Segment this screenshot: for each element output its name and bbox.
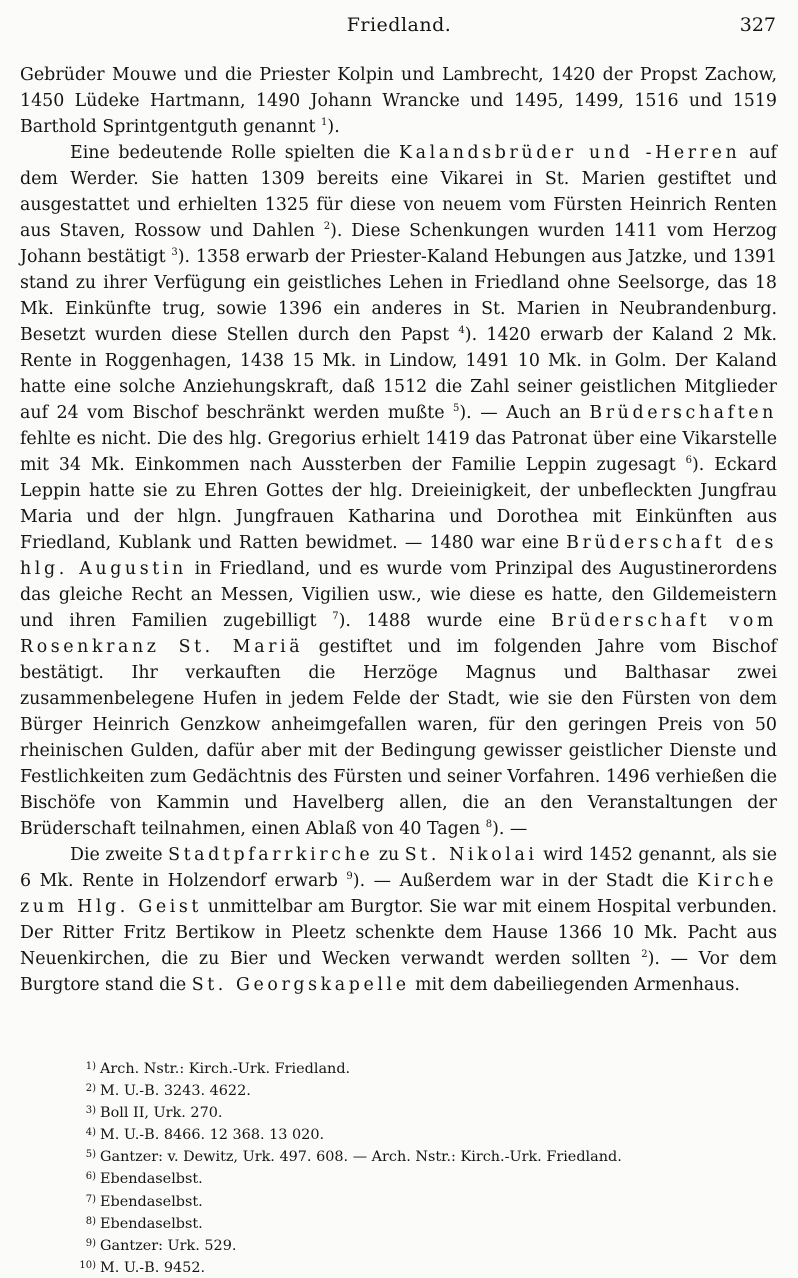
footnote-number: 3) bbox=[85, 1105, 96, 1117]
text-run: ). Diese Schenkungen wurden 1411 vom Herzog Johann bestätigt bbox=[20, 221, 777, 267]
footnote-text: Gantzer: v. Dewitz, Urk. 497. 608. — Arch. Nstr.: Kirch.-Urk. Friedland. bbox=[100, 1149, 622, 1166]
footnote-text: M. U.-B. 3243. 4622. bbox=[100, 1083, 251, 1100]
footnote bbox=[76, 1079, 766, 1101]
footnote-number: 5) bbox=[85, 1149, 96, 1161]
footnote bbox=[76, 1190, 766, 1212]
paragraph bbox=[20, 842, 777, 998]
footnote-text: Ebendaselbst. bbox=[100, 1193, 203, 1210]
text-run: ). 1420 erwarb der Kaland 2 Mk. Rente in Roggenhagen, 1438 15 Mk. in Lindow, 1491 10 Mk. in Golm. Der Kaland hatte eine solche Anziehungskraft, daß 1512 die Zahl seiner geistlichen Mitglieder auf 24 vom Bischof beschränkt werden mußte bbox=[20, 325, 778, 423]
footnote-ref: 2 bbox=[323, 221, 331, 233]
text-run: ). — Vor dem Burgtore stand die bbox=[20, 949, 777, 995]
footnote-text: Boll II, Urk. 270. bbox=[100, 1105, 223, 1122]
footnote-number: 8) bbox=[85, 1215, 96, 1227]
footnote-ref: 8 bbox=[485, 819, 493, 831]
text-run: ). — Auch an bbox=[459, 403, 590, 423]
footnote-text: M. U.-B. 8466. 12 368. 13 020. bbox=[100, 1127, 325, 1144]
text-run: wird 1452 genannt, als sie 6 Mk. Rente in Holzendorf erwarb bbox=[20, 845, 777, 891]
footnote-text: Gantzer: Urk. 529. bbox=[100, 1237, 237, 1254]
text-run: Gebrüder Mouwe und die Priester Kolpin und Lambrecht, 1420 der Propst Zachow, 1450 Lüdeke Hartmann, 1490 Johann Wrancke und 1495, 1499, 1516 und 1519 Barthold Sprintgentguth genannt bbox=[20, 65, 777, 137]
spaced-emphasis: St. Georgskapelle bbox=[191, 975, 410, 995]
spaced-emphasis: Brüderschaften bbox=[589, 403, 777, 423]
footnote-number: 2) bbox=[85, 1083, 96, 1095]
spaced-emphasis: Kirche zum Hlg. Geist bbox=[20, 871, 777, 917]
footnote-ref: 7 bbox=[332, 611, 339, 623]
text-run: zu bbox=[373, 845, 405, 865]
footnotes bbox=[76, 1057, 766, 1278]
text-run: gestiftet und im folgenden Jahre vom Bischof bestätigt. Ihr verkauften die Herzöge Magnus und Balthasar zwei zusammenbelegene Hufen in jedem Felde der Stadt, wie sie den Fürsten von dem Bürger Heinrich Genzkow anheimgefallen waren, für den geringen Preis von 50 rheinischen Gulden, dafür aber mit der Bedingung gewisser geistlicher Dienste und Festlichkeiten zum Gedächtnis des Fürsten und seiner Vorfahren. 1496 verhießen die Bischöfe von Kammin und Havelberg allen, die an den Veranstaltungen der Brüderschaft teilnahmen, einen Ablaß von 40 Tagen bbox=[20, 637, 777, 839]
footnote-number: 10) bbox=[79, 1259, 96, 1271]
footnote-ref: 9 bbox=[346, 871, 353, 883]
footnote-number: 9) bbox=[85, 1237, 96, 1249]
footnote-ref: 2 bbox=[641, 949, 648, 961]
footnote-ref: 6 bbox=[685, 455, 693, 467]
footnote-number: 7) bbox=[85, 1193, 96, 1205]
paragraph bbox=[20, 62, 777, 140]
footnote bbox=[76, 1234, 766, 1256]
footnote-ref: 4 bbox=[458, 325, 465, 337]
text-run: unmittelbar am Burgtor. Sie war mit einem Hospital verbunden. Der Ritter Fritz Bertikow in Pleetz schenkte dem Hause 1366 10 Mk. Pacht aus Neuenkirchen, die zu Bier und Wecken verwandt werden sollten bbox=[20, 897, 777, 969]
running-title: Friedland. bbox=[346, 14, 452, 36]
main-text bbox=[20, 62, 777, 998]
text-run: ). — Außerdem war in der Stadt die bbox=[352, 871, 698, 891]
text-run: auf dem Werder. Sie hatten 1309 bereits eine Vikarei in St. Marien gestiftet und ausgestattet und erhielten 1325 für diese von neuem vom Fürsten Heinrich Renten aus Staven, Rossow und Dahlen bbox=[20, 143, 777, 241]
footnote-number: 1) bbox=[85, 1061, 96, 1072]
paragraph bbox=[20, 140, 777, 842]
text-run: ). — bbox=[492, 819, 528, 839]
text-run: ). Eckard Leppin hatte sie zu Ehren Gottes der hlg. Dreieinigkeit, der unbefleckten Jungfrau Maria und der hlgn. Jungfrauen Katharina und Dorothea mit Einkünften aus Friedland, Kublank und Ratten bewidmet. — 1480 war eine bbox=[20, 455, 777, 553]
footnote bbox=[76, 1057, 766, 1079]
page-number: 327 bbox=[739, 14, 776, 36]
text-run: Eine bedeutende Rolle spielten die bbox=[70, 143, 400, 163]
text-run: Die zweite bbox=[70, 845, 169, 865]
footnote-text: M. U.-B. 9452. bbox=[100, 1259, 206, 1276]
footnote-text: Ebendaselbst. bbox=[100, 1215, 203, 1232]
footnote bbox=[76, 1167, 766, 1189]
spaced-emphasis: St. Nikolai bbox=[404, 845, 538, 865]
footnote-ref: 3 bbox=[171, 247, 178, 259]
footnote bbox=[76, 1123, 766, 1145]
footnote bbox=[76, 1212, 766, 1234]
spaced-emphasis: Brüderschaft des hlg. Augustin bbox=[20, 533, 777, 579]
footnote-ref: 5 bbox=[453, 403, 460, 415]
page-header bbox=[0, 10, 798, 36]
text-run: ). 1488 wurde eine bbox=[338, 611, 552, 631]
footnote bbox=[76, 1145, 766, 1167]
text-run: ). bbox=[327, 117, 340, 137]
text-run: in Friedland, und es wurde vom Prinzipal des Augustinerordens das gleiche Recht an Messen, Vigilien usw., wie diese es hatte, den Gildemeistern und ihren Familien zugebilligt bbox=[20, 559, 777, 631]
footnote-ref: 1 bbox=[321, 117, 328, 129]
text-run: mit dem dabeiliegenden Armenhaus. bbox=[409, 975, 740, 995]
footnote-text: Arch. Nstr.: Kirch.-Urk. Friedland. bbox=[100, 1061, 351, 1077]
footnote-number: 4) bbox=[85, 1127, 96, 1139]
spaced-emphasis: Brüderschaft vom Rosenkranz St. Mariä bbox=[20, 611, 777, 657]
spaced-emphasis: Kalandsbrüder und -Herren bbox=[399, 143, 741, 163]
footnote bbox=[76, 1256, 766, 1278]
footnote bbox=[76, 1101, 766, 1123]
text-run: fehlte es nicht. Die des hlg. Gregorius erhielt 1419 das Patronat über eine Vikarstelle mit 34 Mk. Einkommen nach Aussterben der Familie Leppin zugesagt bbox=[20, 429, 777, 475]
footnote-text: Ebendaselbst. bbox=[100, 1171, 203, 1188]
spaced-emphasis: Stadtpfarrkirche bbox=[168, 845, 374, 865]
footnote-number: 6) bbox=[85, 1171, 96, 1183]
text-run: ). 1358 erwarb der Priester-Kaland Hebungen aus Jatzke, und 1391 stand zu ihrer Verfügung ein geistliches Lehen in Friedland ohne Seelsorge, das 18 Mk. Einkünfte trug, sowie 1396 ein anderes in St. Marien in Neubrandenburg. Besetzt wurden diese Stellen durch den Papst bbox=[20, 247, 778, 345]
